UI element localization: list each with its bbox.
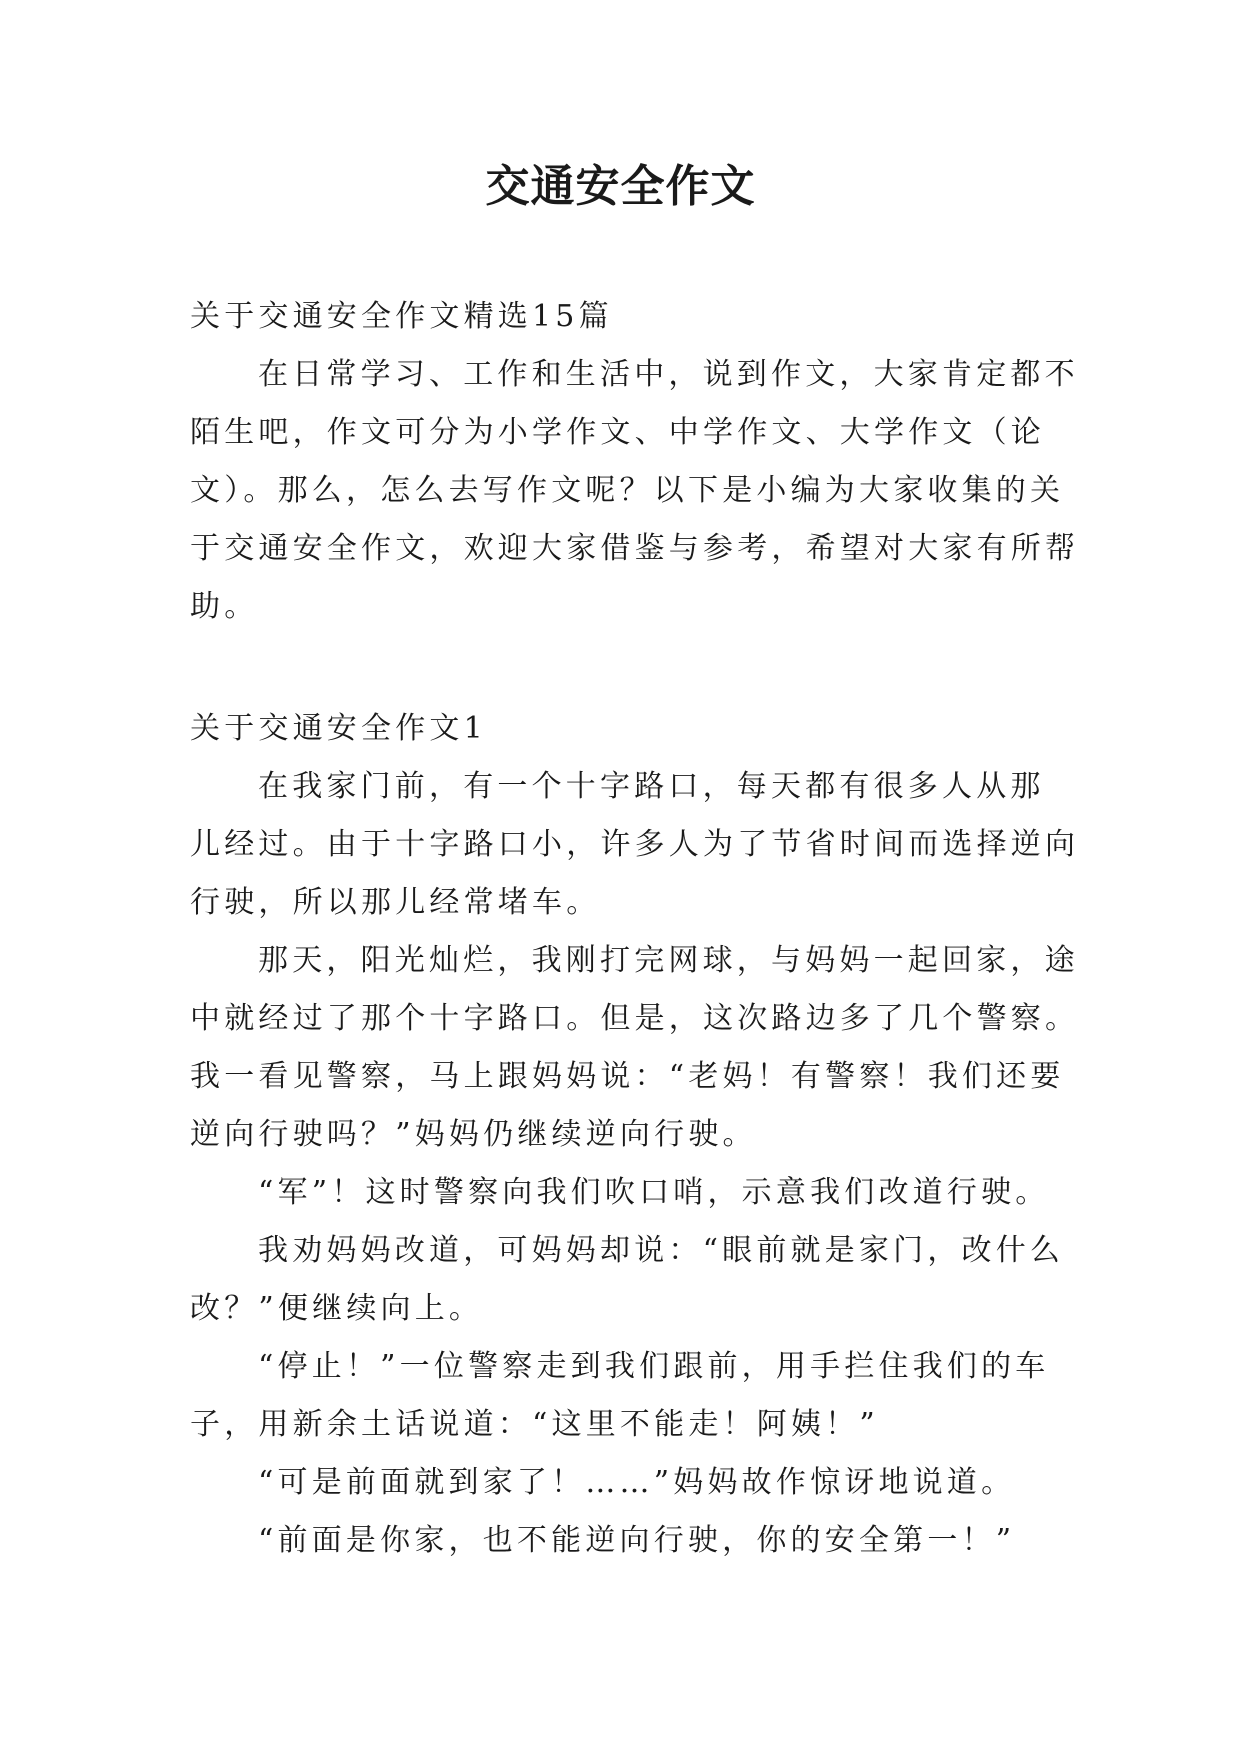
essay-line: 子，用新余土话说道：“这里不能走！阿姨！” [190,1407,879,1442]
intro-line: 文）。那么，怎么去写作文呢？以下是小编为大家收集的关 [190,473,1065,508]
essay-line: “可是前面就到家了！……”妈妈故作惊讶地说道。 [258,1465,1016,1500]
essay-line: 逆向行驶吗？”妈妈仍继续逆向行驶。 [190,1117,757,1152]
document-body [190,288,1080,1570]
essay-line: 儿经过。由于十字路口小，许多人为了节省时间而选择逆向 [190,827,1080,862]
intro-line: 于交通安全作文，欢迎大家借鉴与参考，希望对大家有所帮 [190,531,1080,566]
intro-line: 在日常学习、工作和生活中，说到作文，大家肯定都不 [258,357,1079,392]
essay-line: “停止！”一位警察走到我们跟前，用手拦住我们的车 [258,1349,1050,1384]
essay-line: 我劝妈妈改道，可妈妈却说：“眼前就是家门，改什么 [258,1233,1065,1268]
essay-line: 我一看见警察，马上跟妈妈说：“老妈！有警察！我们还要 [190,1059,1065,1094]
essay-line: 行驶，所以那儿经常堵车。 [190,885,601,920]
essay-line: 中就经过了那个十字路口。但是，这次路边多了几个警察。 [190,1001,1080,1036]
essay-line: 那天，阳光灿烂，我刚打完网球，与妈妈一起回家，途 [258,943,1079,978]
section-heading: 关于交通安全作文1 [190,711,487,746]
intro-line: 助。 [190,589,259,624]
essay-line: 在我家门前，有一个十字路口，每天都有很多人从那 [258,769,1045,804]
section-gap [190,636,1060,700]
essay-line: “军”！这时警察向我们吹口哨，示意我们改道行驶。 [258,1175,1050,1210]
essay-line: “前面是你家，也不能逆向行驶，你的安全第一！” [258,1523,1016,1558]
intro-line: 陌生吧，作文可分为小学作文、中学作文、大学作文（论 [190,415,1045,450]
essay-line: 改？”便继续向上。 [190,1291,484,1326]
subtitle: 关于交通安全作文精选15篇 [190,299,613,334]
document-title: 交通安全作文 [485,161,756,212]
